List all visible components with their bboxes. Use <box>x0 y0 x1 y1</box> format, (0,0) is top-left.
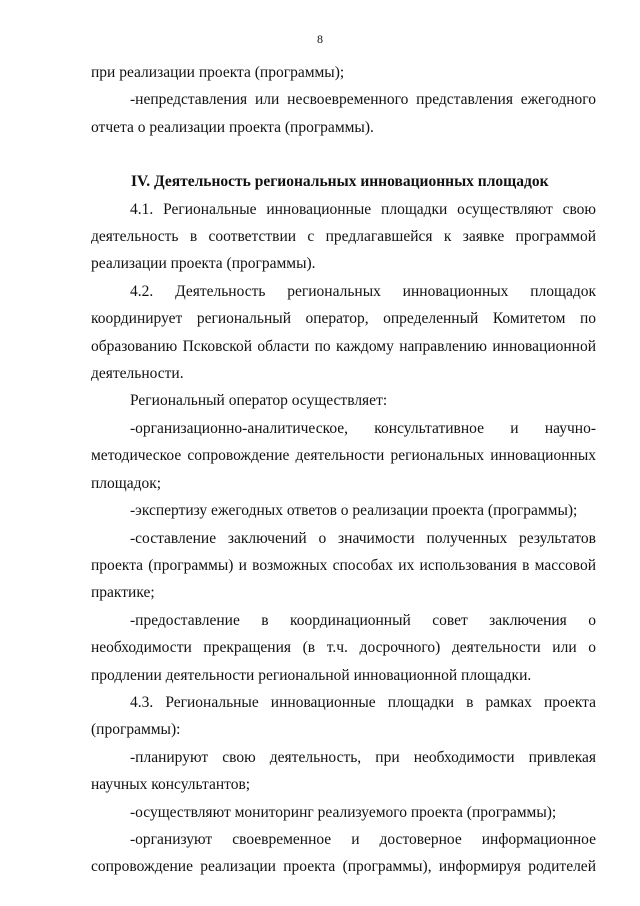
list-item-text: организуют своевременное и достоверное информационное сопровождение реализации проекта (программы), информируя родителей <box>91 830 596 876</box>
list-item-text: осуществляют мониторинг реализуемого проекта (программы); <box>135 803 557 821</box>
paragraph: 4.2. Деятельность региональных инновационных площадок координирует региональный оператор, определенный Комитетом по образованию Псковской области по каждому направлению инновационной деятельности. <box>91 282 596 383</box>
paragraph: при реализации проекта (программы); <box>91 64 345 81</box>
bullet-dash: - <box>130 830 136 848</box>
bullet-dash: - <box>130 91 136 109</box>
bullet-dash: - <box>130 529 136 547</box>
list-item-text: организационно-аналитическое, консультативное и научно-методическое сопровождение деятельности региональных инновационных площадок; <box>91 419 596 492</box>
list-item <box>91 525 596 607</box>
list-item-text: экспертизу ежегодных ответов о реализации проекта (программы); <box>135 502 578 520</box>
bullet-dash: - <box>130 419 136 437</box>
section-heading: IV. Деятельность региональных инновационных площадок <box>131 173 549 191</box>
document-body <box>91 59 596 881</box>
list-item <box>91 744 596 799</box>
list-item <box>91 799 596 826</box>
paragraph: Региональный оператор осуществляет: <box>130 392 388 410</box>
bullet-dash: - <box>130 611 136 629</box>
paragraph: 4.3. Региональные инновационные площадки в рамках проекта (программы): <box>91 693 596 739</box>
list-item <box>91 415 596 497</box>
list-item <box>91 86 596 141</box>
list-item-text: предоставление в координационный совет заключения о необходимости прекращения (в т.ч. досрочного) деятельности или о продлении деятельности региональной инновационной площадки. <box>91 611 596 684</box>
bullet-dash: - <box>130 803 136 821</box>
page-number: 8 <box>317 32 323 46</box>
list-item <box>91 497 596 524</box>
paragraph: 4.1. Региональные инновационные площадки осуществляют свою деятельность в соответствии с предлагавшейся к заявке программой реализации проекта (программы). <box>91 200 596 273</box>
bullet-dash: - <box>130 502 136 520</box>
list-item-text: составление заключений о значимости полученных результатов проекта (программы) и возможных способах их использования в массовой практике; <box>91 529 596 602</box>
list-item-text: планируют свою деятельность, при необходимости привлекая научных консультантов; <box>91 748 596 794</box>
list-item <box>91 826 596 881</box>
list-item-text: непредставления или несвоевременного представления ежегодного отчета о реализации проекта (программы). <box>91 91 596 136</box>
list-item <box>91 607 596 689</box>
bullet-dash: - <box>130 748 136 766</box>
